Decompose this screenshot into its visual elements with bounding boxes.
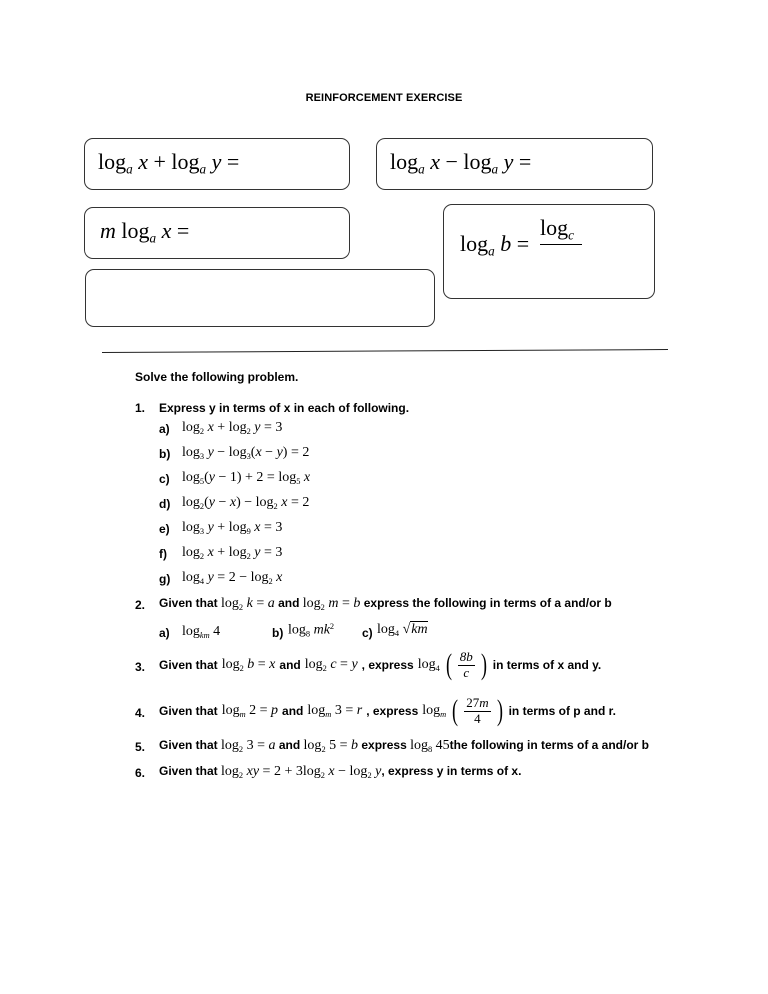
q1a-label: a): [159, 422, 170, 436]
q1b-label: b): [159, 447, 171, 461]
q6-number: 6.: [135, 766, 146, 780]
q3-and: and: [279, 658, 301, 672]
q4-given: Given that: [159, 704, 218, 718]
q2b-expr: $\log_8 mk^2$: [288, 622, 335, 639]
page-title: REINFORCEMENT EXERCISE: [305, 92, 463, 104]
q6-line: Given that $\log_2$ xy = $2 + 3\log_2$ $x - \log_2 y$, express y in terms of x.: [159, 764, 522, 780]
change-of-base-lhs: $\log_a b$ =: [460, 231, 530, 259]
q1c-expr: $\log_5(y - 1) + 2 = \log_5 x$: [182, 470, 311, 486]
section-divider: [102, 349, 668, 353]
q3-express: , express: [361, 658, 414, 672]
q4-and: and: [282, 704, 304, 718]
product-rule-formula: $\log_a x + \log_a y$ =: [98, 149, 240, 177]
power-rule-box: [84, 207, 350, 259]
q2-line: Given that $\log_2 k = a$ and $\log_2 m = b$ express the following in terms of a and/or b: [159, 596, 612, 612]
q5-tail: the following in terms of a and/or b: [449, 738, 650, 752]
change-of-base-numerator: $\log_c$: [540, 215, 582, 245]
q5-express: express: [361, 738, 407, 752]
q2a-label: a): [159, 626, 170, 640]
q1f-expr: $\log_2 x + \log_2 y = 3$: [182, 545, 283, 561]
q6-tail: , express y in terms of x.: [381, 764, 522, 778]
q4-express: , express: [366, 704, 419, 718]
q5-number: 5.: [135, 740, 146, 754]
q1g-expr: $\log_4 y = 2 - \log_2 x$: [182, 570, 283, 586]
q1d-label: d): [159, 497, 171, 511]
product-rule-box: [84, 138, 350, 190]
q2c-expr: $\log_4 √km$: [377, 622, 428, 638]
q6-given: Given that: [159, 764, 218, 778]
q1e-expr: $\log_3 y + \log_9 x = 3$: [182, 520, 283, 536]
q2c-label: c): [362, 626, 373, 640]
q2-and: and: [278, 596, 300, 610]
q2a-expr: $\log_{km} 4$: [182, 624, 221, 640]
q1a-expr: $\log_2 x + \log_2 y = 3$: [182, 420, 283, 436]
blank-answer-box: [85, 269, 435, 327]
q2-text: express the following in terms of a and/or b: [363, 596, 612, 610]
q5-and: and: [278, 738, 301, 752]
q2-given: Given that: [159, 596, 218, 610]
quotient-rule-box: [376, 138, 653, 190]
q3-number: 3.: [135, 660, 146, 674]
q2-number: 2.: [135, 598, 146, 612]
q1b-expr: $\log_3 y - \log_3(x - y) = 2$: [182, 445, 310, 461]
q5-line: Given that $\log_2 3 = a$ and $\log_2 5 = b$ express $\log_8 45the$ following in terms of a and/or b: [159, 738, 650, 754]
q3-tail: in terms of x and y.: [492, 658, 602, 672]
q4-line: Given that $\log_m 2 = p$ and $\log_m 3 = r$ , express $\log_m$ ( $\frac{27m}{4}$ ) in terms of p and r.: [159, 694, 616, 727]
q1c-label: c): [159, 472, 170, 486]
q3-line: Given that $\log_2 b = x$ and $\log_2 c = y$ , express $\log_4$ ( $\frac{8b}{c}$ ) in terms of x and y.: [159, 648, 602, 681]
q2b-label: b): [272, 626, 284, 640]
q3-given: Given that: [159, 658, 218, 672]
q1f-label: f): [159, 547, 167, 561]
q1d-expr: $\log_2(y - x) - \log_2 x = 2$: [182, 495, 310, 511]
change-of-base-box: [443, 204, 655, 299]
instructions: Solve the following problem.: [135, 370, 299, 384]
q1e-label: e): [159, 522, 170, 536]
q1g-label: g): [159, 572, 171, 586]
q4-tail: in terms of p and r.: [508, 704, 616, 718]
q4-number: 4.: [135, 706, 146, 720]
power-rule-formula: m $\log_a x$ =: [100, 218, 190, 246]
q1-text: Express y in terms of x in each of following.: [159, 401, 410, 415]
quotient-rule-formula: $\log_a x - \log_a y$ =: [390, 149, 532, 177]
q1-number: 1.: [135, 401, 146, 415]
q5-given: Given that: [159, 738, 218, 752]
